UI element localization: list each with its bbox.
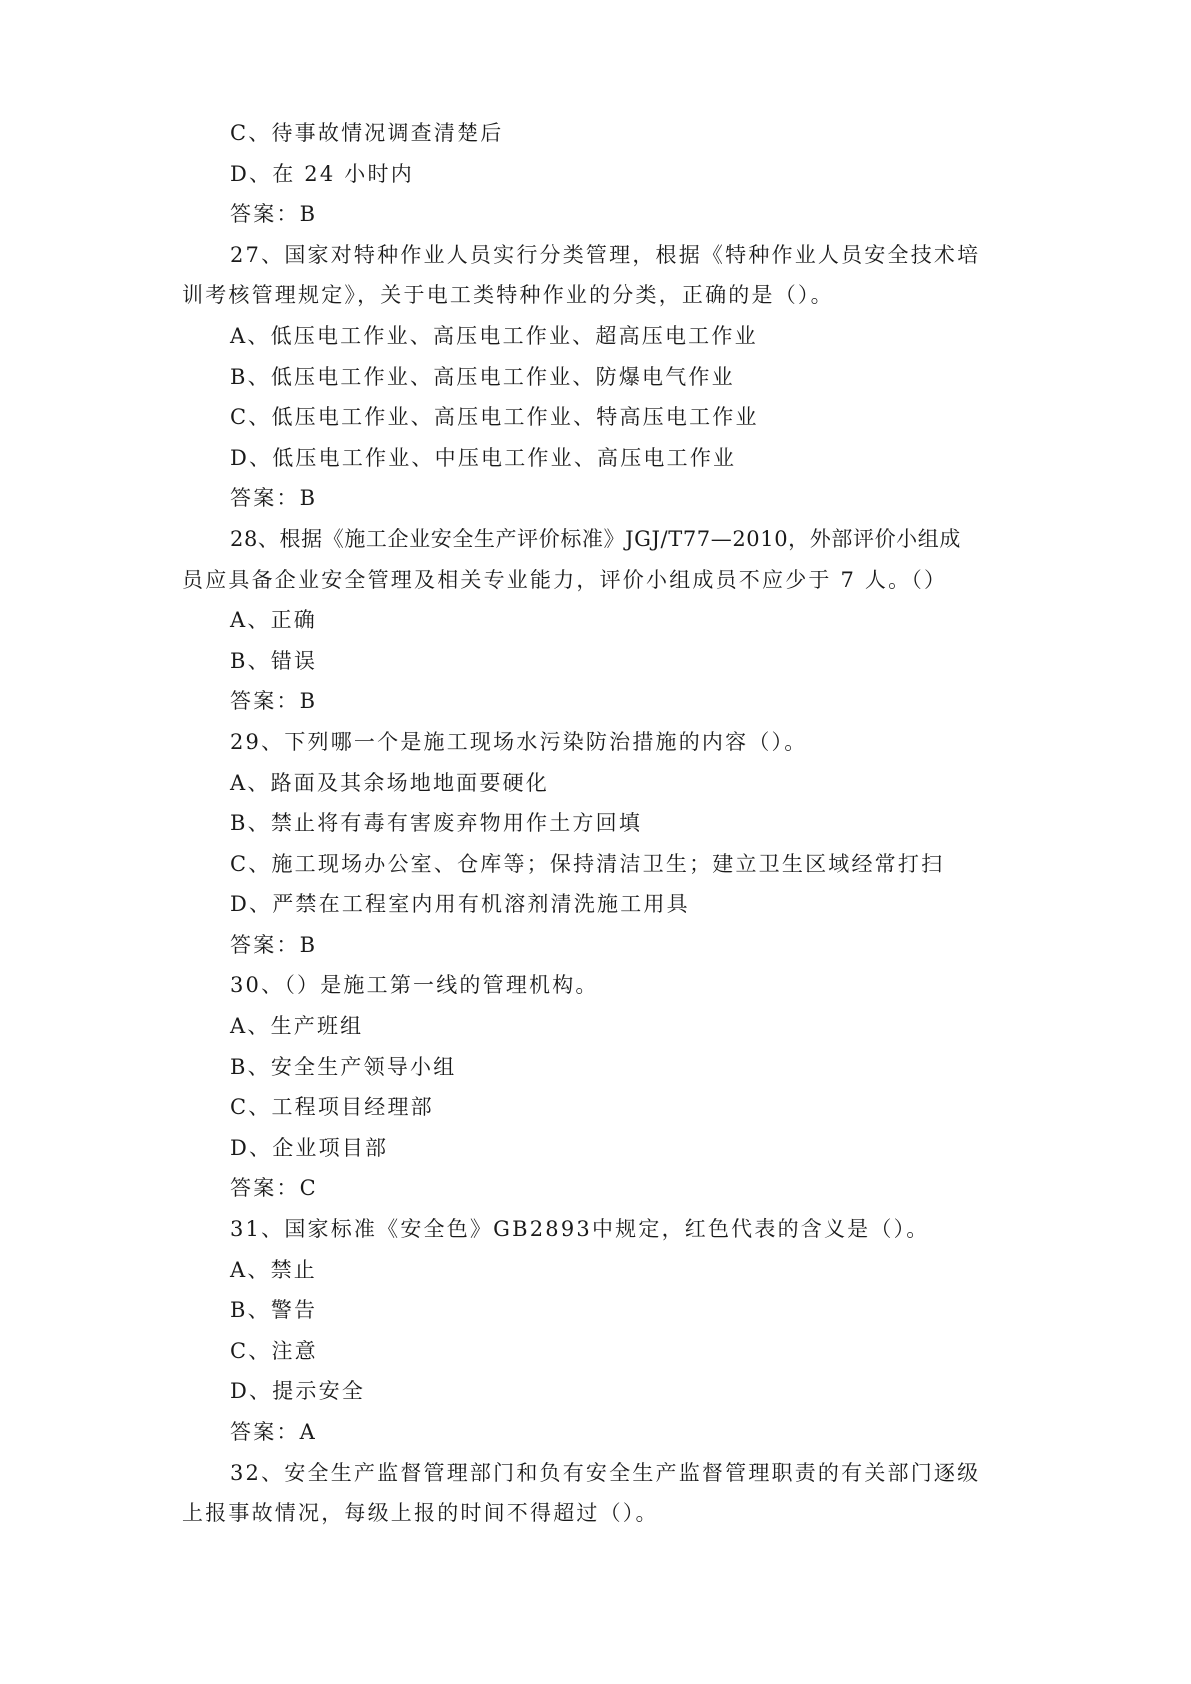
answer-line: 答案：B — [230, 932, 318, 957]
question-27-line-1: 27、国家对特种作业人员实行分类管理，根据《特种作业人员安全技术培 — [230, 242, 981, 267]
question-27-line-2: 训考核管理规定》，关于电工类特种作业的分类，正确的是（）。 — [182, 283, 834, 308]
answer-line: 答案：B — [230, 486, 318, 511]
answer-line: 答案：B — [230, 689, 318, 714]
question-32-line-1: 32、安全生产监督管理部门和负有安全生产监督管理职责的有关部门逐级 — [230, 1460, 981, 1485]
option-line: C、施工现场办公室、仓库等；保持清洁卫生；建立卫生区域经常打扫 — [230, 851, 945, 876]
option-line: B、禁止将有毒有害废弃物用作土方回填 — [230, 811, 643, 836]
option-line: A、低压电工作业、高压电工作业、超高压电工作业 — [230, 323, 758, 348]
answer-line: 答案：A — [230, 1420, 317, 1444]
option-line: D、提示安全 — [230, 1379, 366, 1404]
option-line: B、安全生产领导小组 — [230, 1054, 457, 1079]
option-line: D、严禁在工程室内用有机溶剂清洗施工用具 — [230, 892, 690, 917]
option-line: D、企业项目部 — [230, 1135, 389, 1160]
option-line: C、注意 — [230, 1338, 318, 1363]
option-line: D、在 24 小时内 — [230, 161, 414, 186]
option-line: A、正确 — [230, 608, 317, 633]
option-line: A、生产班组 — [230, 1014, 364, 1039]
question-28-line-1: 28、根据《施工企业安全生产评价标准》JGJ/T77—2010，外部评价小组成 — [230, 526, 961, 551]
question-31-line-1: 31、国家标准《安全色》GB2893中规定，红色代表的含义是（）。 — [230, 1217, 930, 1242]
option-line: A、路面及其余场地地面要硬化 — [230, 770, 549, 795]
option-line: B、警告 — [230, 1298, 318, 1323]
option-line: B、错误 — [230, 648, 318, 673]
option-line: C、工程项目经理部 — [230, 1095, 434, 1120]
answer-line: 答案：C — [230, 1176, 318, 1201]
option-line: C、低压电工作业、高压电工作业、特高压电工作业 — [230, 405, 759, 430]
document-body — [182, 113, 1012, 1534]
question-30-line-1: 30、（）是施工第一线的管理机构。 — [230, 973, 599, 998]
question-32-line-2: 上报事故情况，每级上报的时间不得超过（）。 — [182, 1501, 659, 1526]
question-29-line-1: 29、下列哪一个是施工现场水污染防治措施的内容（）。 — [230, 729, 808, 754]
option-line: A、禁止 — [230, 1257, 317, 1282]
question-28-line-2: 员应具备企业安全管理及相关专业能力，评价小组成员不应少于 7 人。（） — [182, 567, 948, 592]
answer-line: 答案：B — [230, 202, 318, 227]
option-line: B、低压电工作业、高压电工作业、防爆电气作业 — [230, 364, 735, 389]
option-line: D、低压电工作业、中压电工作业、高压电工作业 — [230, 445, 737, 470]
option-line: C、待事故情况调查清楚后 — [230, 121, 504, 145]
